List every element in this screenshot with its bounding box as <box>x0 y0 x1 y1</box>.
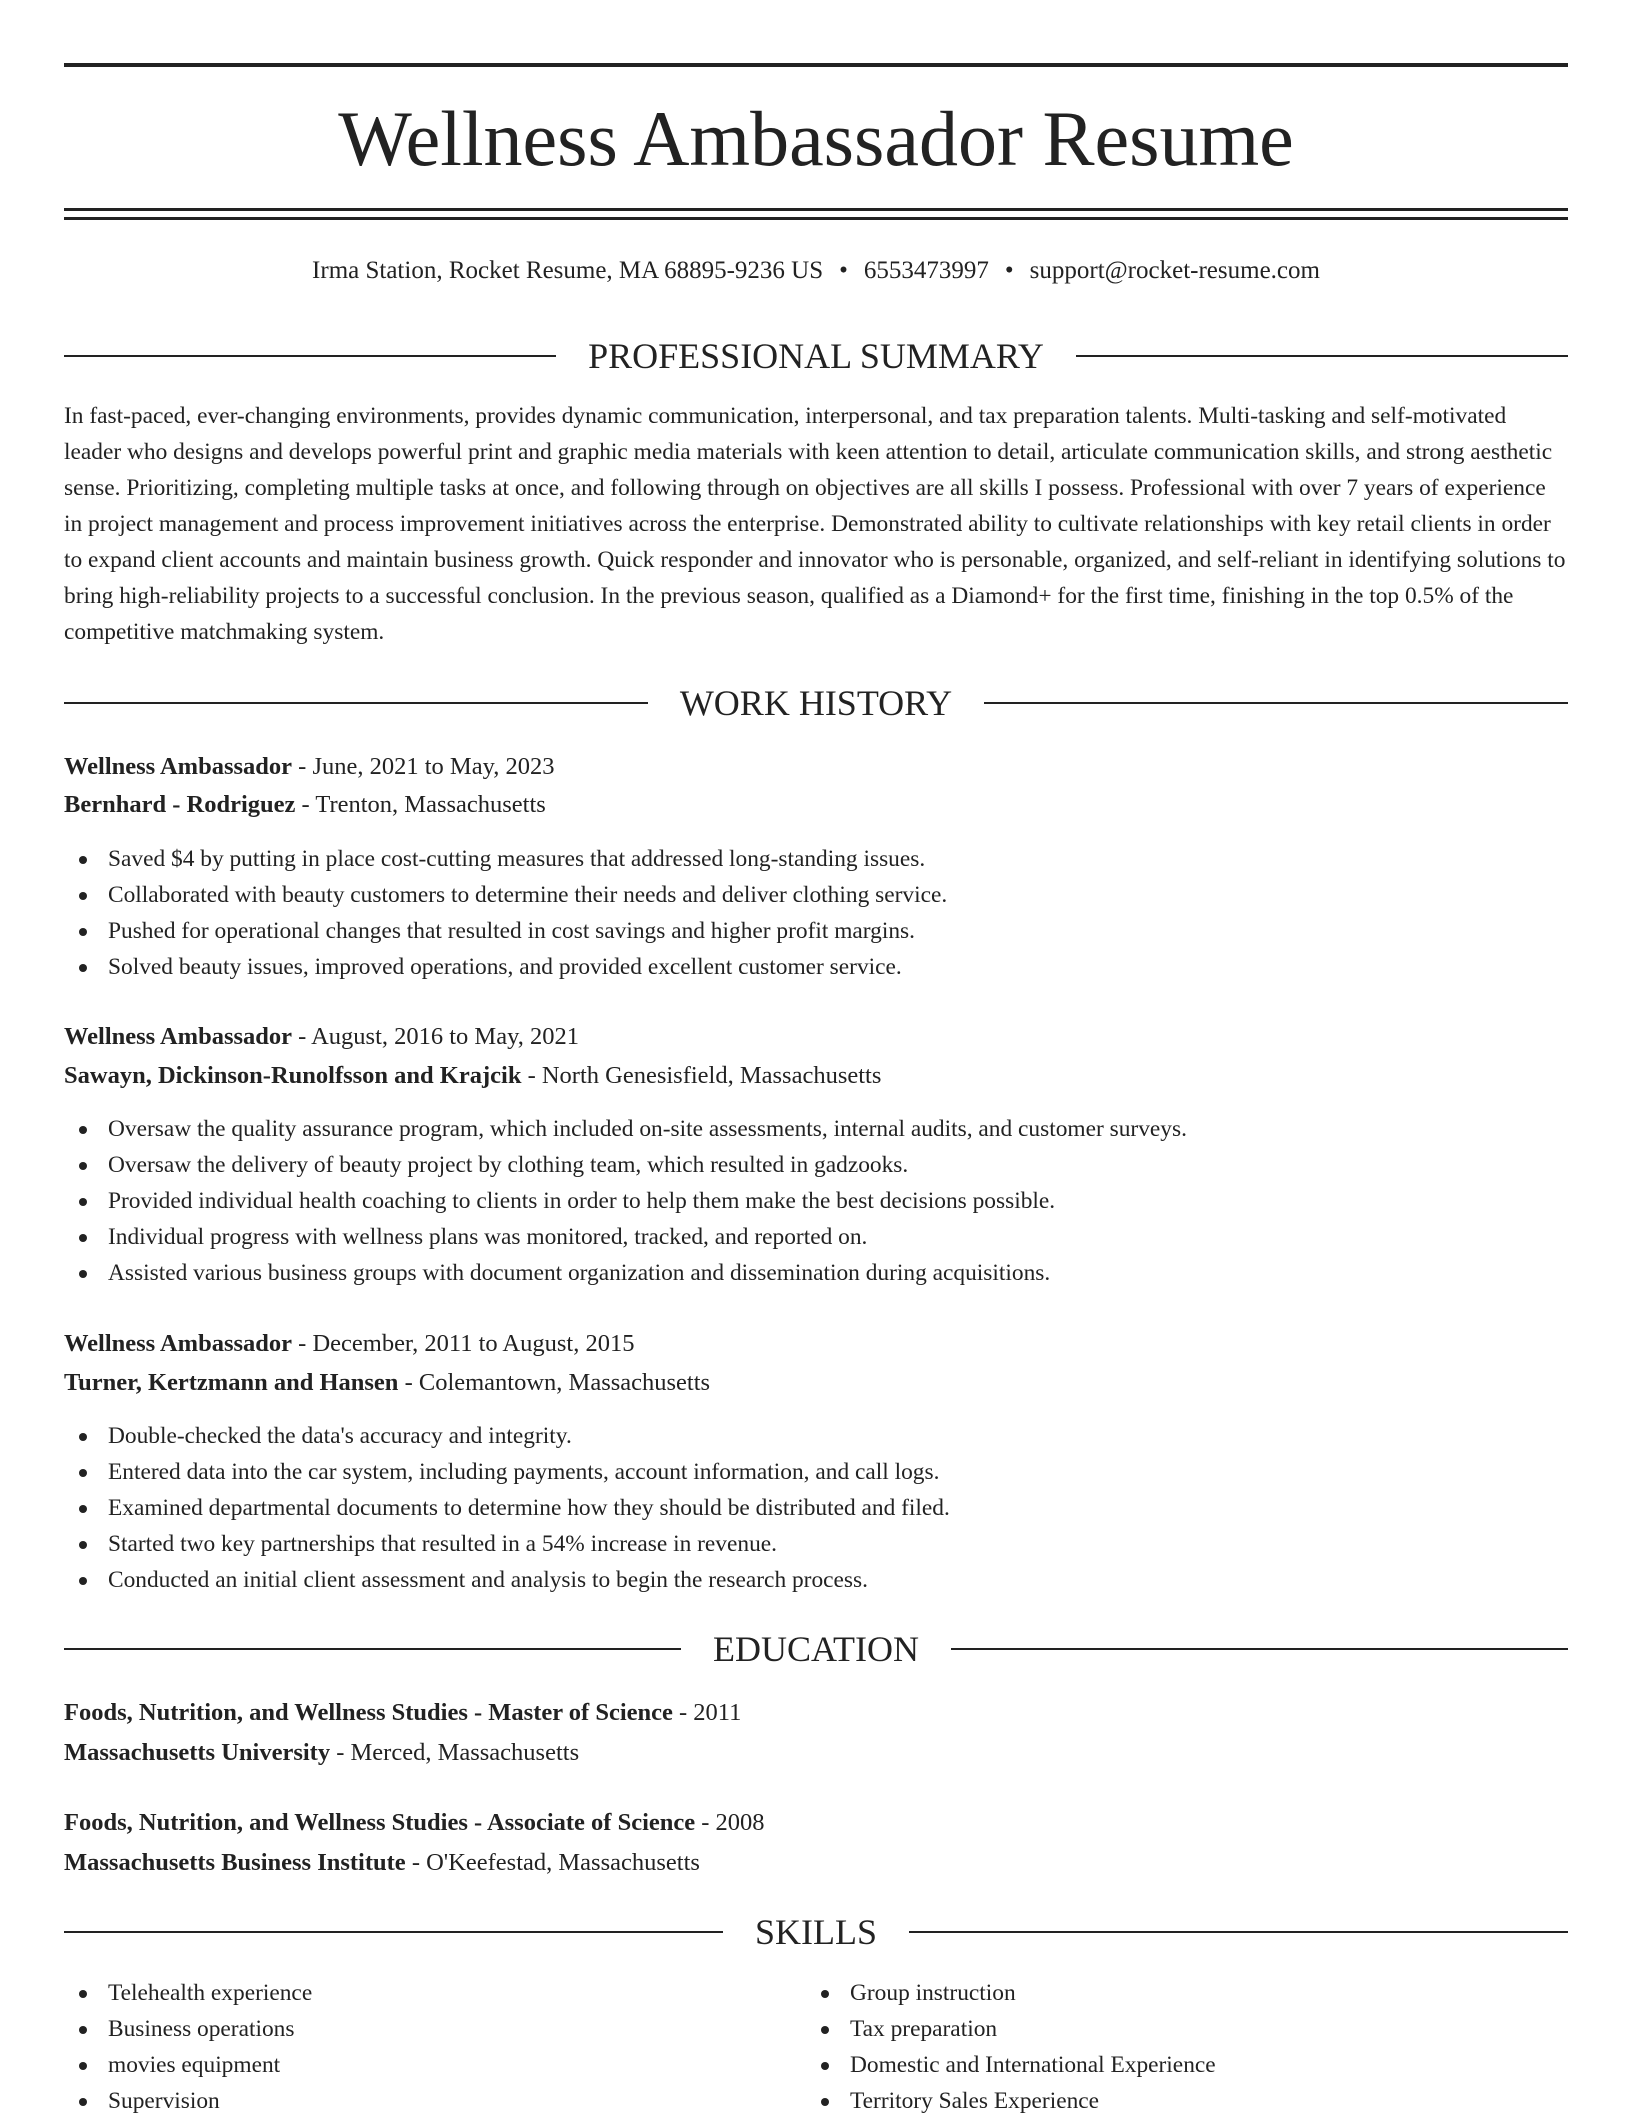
job-title: Wellness Ambassador <box>64 1330 293 1357</box>
contact-separator: • <box>839 257 848 284</box>
skill-item: Territory Sales Experience <box>806 2083 1632 2119</box>
skill-item: Group instruction <box>806 1975 1632 2011</box>
job-company-line <box>64 787 1568 823</box>
list-item: Assisted various business groups with document organization and dissemination during acquisitions. <box>64 1255 1568 1291</box>
section-title: WORK HISTORY <box>679 683 953 723</box>
skill-item: Telehealth experience <box>64 1975 1568 2011</box>
degree-line <box>64 1695 1568 1731</box>
job-company: Turner, Kertzmann and Hansen <box>64 1369 399 1396</box>
list-item: Conducted an initial client assessment and analysis to begin the research process. <box>64 1562 1568 1598</box>
list-item: Oversaw the delivery of beauty project by clothing team, which resulted in gadzooks. <box>64 1147 1568 1183</box>
job-title-line <box>64 1326 1568 1362</box>
job-company-line <box>64 1365 1568 1401</box>
job-company: Bernhard - Rodriguez <box>64 791 296 818</box>
section-heading-education <box>64 1627 1568 1671</box>
skill-item: Tax preparation <box>806 2011 1632 2047</box>
school-location: - Merced, Massachusetts <box>330 1739 580 1766</box>
list-item: Entered data into the car system, including payments, account information, and call logs. <box>64 1454 1568 1490</box>
contact-line <box>64 254 1568 288</box>
heading-rule <box>64 1931 723 1933</box>
job-company-line <box>64 1058 1568 1094</box>
heading-rule <box>64 1648 681 1650</box>
job-bullets <box>64 841 1568 985</box>
list-item: Started two key partnerships that resulted in a 54% increase in revenue. <box>64 1526 1568 1562</box>
list-item: Saved $4 by putting in place cost-cutting measures that addressed long-standing issues. <box>64 841 1568 877</box>
job-location: - North Genesisfield, Massachusetts <box>521 1062 882 1089</box>
contact-address: Irma Station, Rocket Resume, MA 68895-9236 US <box>312 257 824 284</box>
list-item: Solved beauty issues, improved operations, and provided excellent customer service. <box>64 949 1568 985</box>
degree-year: - 2008 <box>695 1809 765 1836</box>
skill-item: movies equipment <box>64 2047 1568 2083</box>
job-title: Wellness Ambassador <box>64 753 293 780</box>
job-title-line <box>64 1019 1568 1055</box>
contact-phone: 6553473997 <box>863 257 989 284</box>
skill-item: Supervision <box>64 2083 1568 2119</box>
section-heading-skills <box>64 1910 1568 1954</box>
heading-rule <box>64 702 648 704</box>
job-company: Sawayn, Dickinson-Runolfsson and Krajcik <box>64 1062 522 1089</box>
section-heading-work <box>64 681 1568 725</box>
section-title: PROFESSIONAL SUMMARY <box>588 336 1044 376</box>
job-title: Wellness Ambassador <box>64 1023 293 1050</box>
section-title: EDUCATION <box>713 1629 919 1669</box>
job-bullets <box>64 1418 1568 1598</box>
school-line <box>64 1845 1568 1881</box>
heading-rule <box>1076 355 1568 357</box>
job-location: - Colemantown, Massachusetts <box>398 1369 711 1396</box>
heading-rule <box>984 702 1568 704</box>
skill-item: Domestic and International Experience <box>806 2047 1632 2083</box>
job-dates: - December, 2011 to August, 2015 <box>292 1330 635 1357</box>
section-title: SKILLS <box>755 1912 878 1952</box>
title-double-rule <box>64 208 1568 220</box>
top-rule <box>64 63 1568 67</box>
degree-name: Foods, Nutrition, and Wellness Studies - Associate of Science <box>64 1809 696 1836</box>
list-item: Provided individual health coaching to clients in order to help them make the best decisions possible. <box>64 1183 1568 1219</box>
job-dates: - August, 2016 to May, 2021 <box>292 1023 579 1050</box>
list-item: Individual progress with wellness plans was monitored, tracked, and reported on. <box>64 1219 1568 1255</box>
list-item: Examined departmental documents to determine how they should be distributed and filed. <box>64 1490 1568 1526</box>
list-item: Oversaw the quality assurance program, which included on-site assessments, internal audits, and customer surveys. <box>64 1111 1568 1147</box>
list-item: Double-checked the data's accuracy and integrity. <box>64 1418 1568 1454</box>
heading-rule <box>909 1931 1568 1933</box>
list-item: Collaborated with beauty customers to determine their needs and deliver clothing service. <box>64 877 1568 913</box>
section-heading-summary <box>64 334 1568 378</box>
job-dates: - June, 2021 to May, 2023 <box>292 753 555 780</box>
contact-email[interactable]: support@rocket-resume.com <box>1029 257 1320 284</box>
contact-separator: • <box>1004 257 1014 284</box>
skill-item: Business operations <box>64 2011 1568 2047</box>
degree-year: - 2011 <box>672 1699 742 1726</box>
school-location: - O'Keefestad, Massachusetts <box>405 1849 700 1876</box>
school-name: Massachusetts Business Institute <box>64 1849 406 1876</box>
list-item: Pushed for operational changes that resulted in cost savings and higher profit margins. <box>64 913 1568 949</box>
job-location: - Trenton, Massachusetts <box>295 791 546 818</box>
job-bullets <box>64 1111 1568 1291</box>
degree-line <box>64 1805 1568 1841</box>
school-line <box>64 1735 1568 1771</box>
summary-text: In fast-paced, ever-changing environments, provides dynamic communication, interpersonal, and tax preparation talents. Multi-tasking and self-motivated leader who designs and develops powerful print and graphic media materials with keen attention to detail, articulate communication skills, and strong aesthetic sense. Prioritizing, completing multiple tasks at once, and following through on objectives are all skills I possess. Professional with over 7 years of experience in project management and process improvement initiatives across the enterprise. Demonstrated ability to cultivate relationships with key retail clients in order to expand client accounts and maintain business growth. Quick responder and innovator who is personable, organized, and self-reliant in identifying solutions to bring high-reliability projects to a successful conclusion. In the previous season, qualified as a Diamond+ for the first time, finishing in the top 0.5% of the competitive matchmaking system. <box>64 403 1566 645</box>
resume-title: Wellness Ambassador Resume <box>338 95 1294 182</box>
heading-rule <box>951 1648 1568 1650</box>
degree-name: Foods, Nutrition, and Wellness Studies - Master of Science <box>64 1699 673 1726</box>
job-title-line <box>64 749 1568 785</box>
skills-list-right <box>806 1975 1632 2119</box>
heading-rule <box>64 355 556 357</box>
school-name: Massachusetts University <box>64 1739 331 1766</box>
